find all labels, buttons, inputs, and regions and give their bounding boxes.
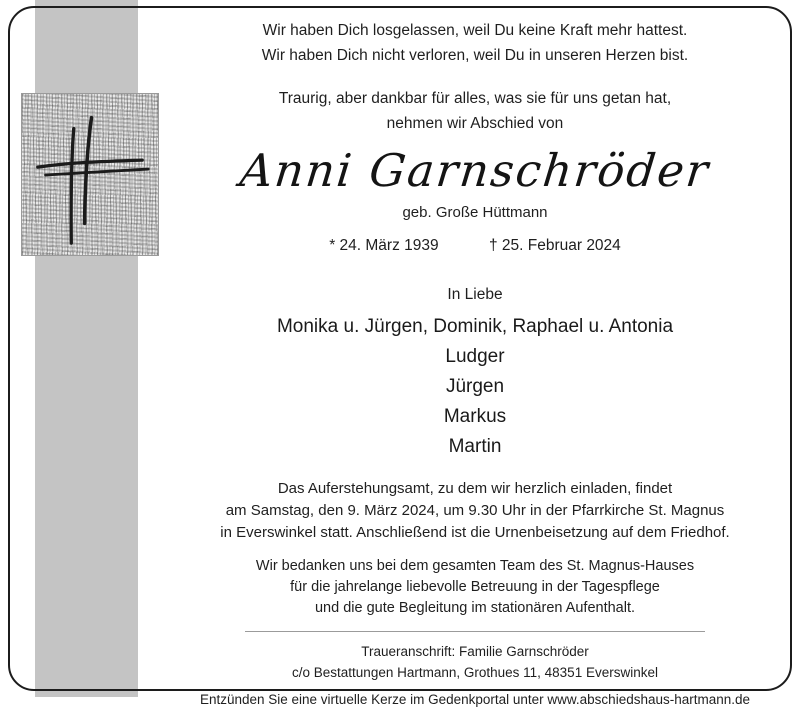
deceased-name: Anni Garnschröder	[237, 144, 713, 197]
gratitude-line-2: für die jahrelange liebevolle Betreuung in der Tagespflege	[290, 579, 660, 595]
gratitude-line-3: und die gute Begleitung im stationären Aufenthalt.	[314, 600, 636, 616]
survivor-line: Martin	[448, 436, 502, 457]
service-line-1: Das Auferstehungsamt, zu dem wir herzlich einladen, findet	[277, 480, 673, 497]
death-date: † 25. Februar 2024	[488, 237, 621, 254]
intro-line-2: nehmen wir Abschied von	[386, 115, 564, 132]
birth-date: * 24. März 1939	[329, 237, 439, 254]
memorial-portal-line: Entzünden Sie eine virtuelle Kerze im Gedenkportal unter www.abschiedshaus-hartmann.de	[199, 692, 751, 707]
gratitude-note	[170, 556, 780, 619]
life-dates	[170, 235, 780, 257]
farewell-intro	[170, 86, 780, 136]
survivor-line: Markus	[443, 406, 507, 427]
survivor-line: Monika u. Jürgen, Dominik, Raphael u. Antonia	[276, 316, 674, 337]
intro-line-1: Traurig, aber dankbar für alles, was sie für uns getan hat,	[278, 90, 672, 107]
survivors-list	[170, 312, 780, 462]
hand-drawn-double-cross-icon	[21, 93, 159, 256]
survivors-heading: In Liebe	[447, 286, 503, 303]
service-details	[170, 478, 780, 544]
notice-content	[170, 0, 780, 707]
survivor-line: Ludger	[445, 346, 505, 367]
service-line-3: in Everswinkel statt. Anschließend ist die Urnenbeisetzung auf dem Friedhof.	[220, 524, 730, 541]
service-line-2: am Samstag, den 9. März 2024, um 9.30 Uhr in der Pfarrkirche St. Magnus	[225, 502, 725, 519]
gratitude-line-1: Wir bedanken uns bei dem gesamten Team des St. Magnus-Hauses	[255, 558, 695, 574]
mourning-address-detail: c/o Bestattungen Hartmann, Grothues 11, 48351 Everswinkel	[292, 665, 658, 680]
footer-divider	[245, 631, 705, 632]
memorial-verse	[170, 18, 780, 68]
survivor-line: Jürgen	[445, 376, 505, 397]
mourning-address-label: Traueranschrift: Familie Garnschröder	[361, 644, 589, 659]
footer-block	[170, 641, 780, 710]
verse-line-1: Wir haben Dich losgelassen, weil Du keine Kraft mehr hattest.	[262, 22, 688, 39]
maiden-name: geb. Große Hüttmann	[402, 204, 548, 221]
verse-line-2: Wir haben Dich nicht verloren, weil Du in unseren Herzen bist.	[261, 47, 689, 64]
